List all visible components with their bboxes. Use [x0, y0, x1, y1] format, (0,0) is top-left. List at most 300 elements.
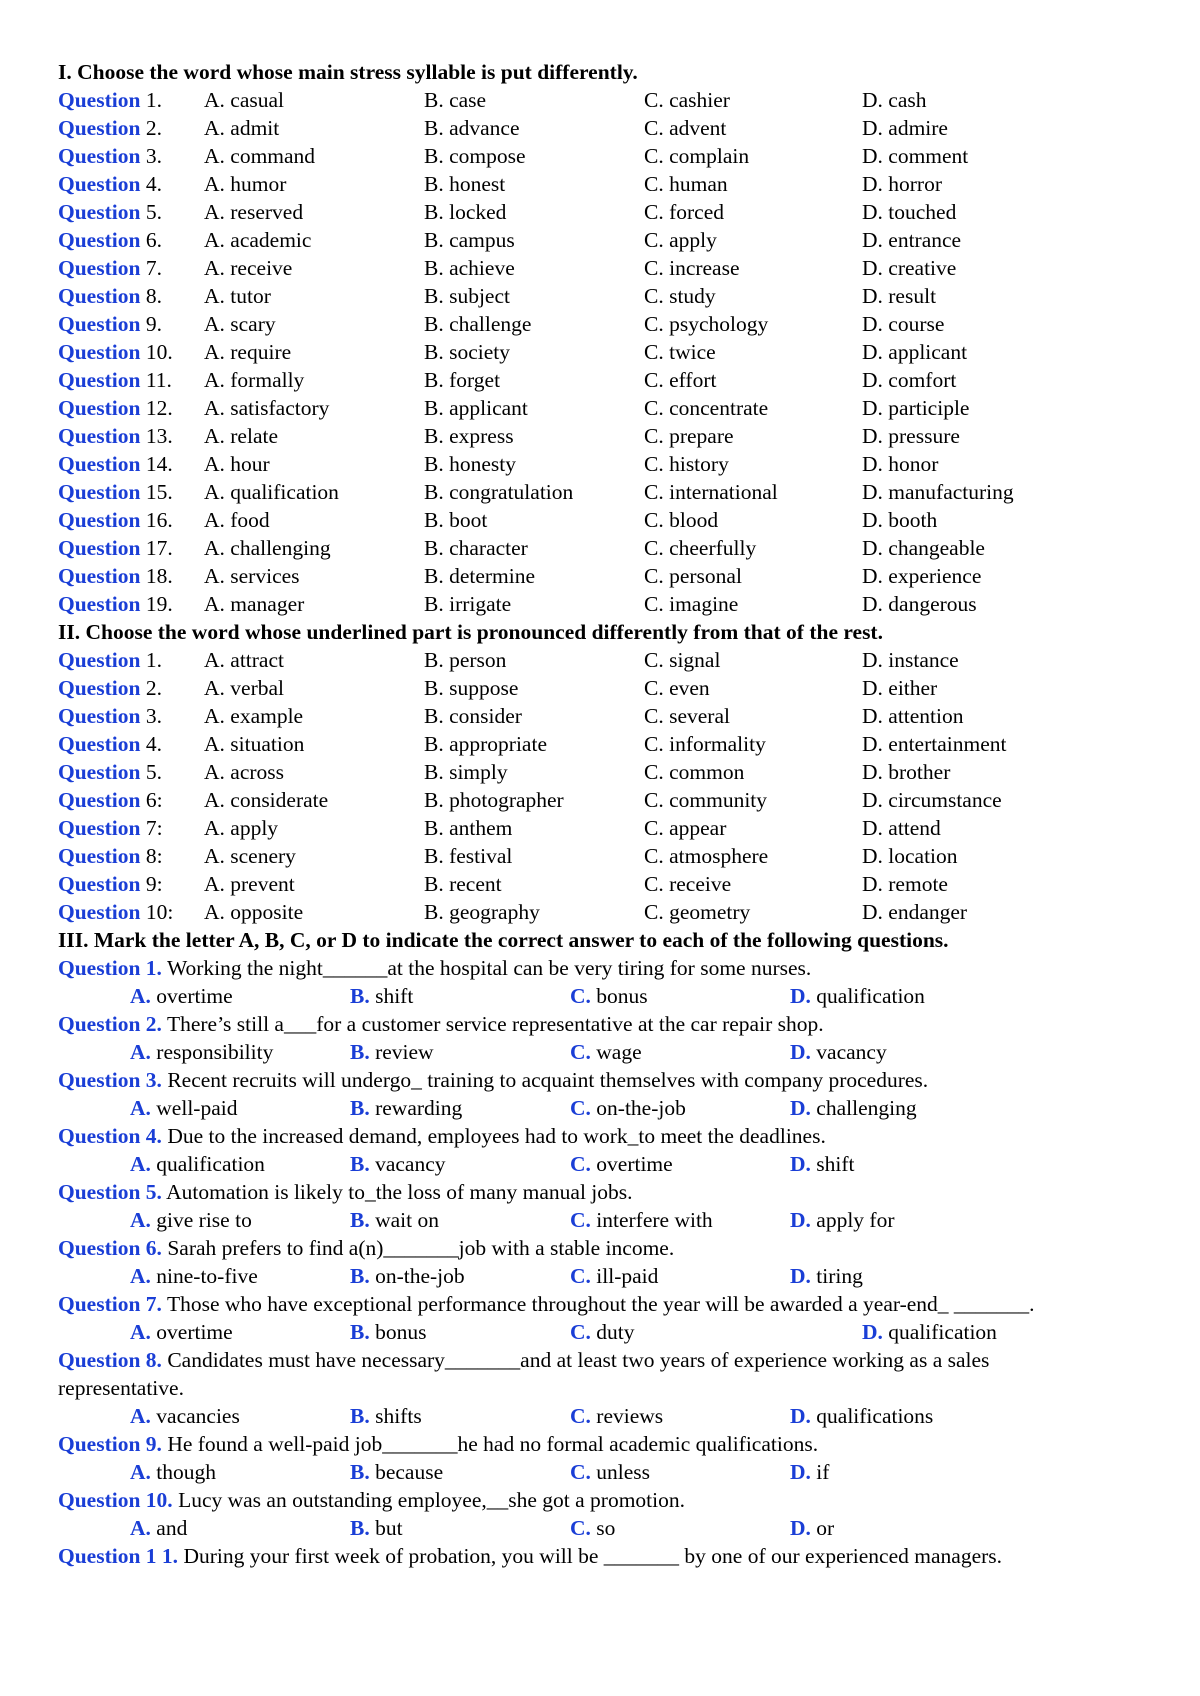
- option-d: D. circumstance: [862, 788, 1002, 812]
- option-letter: B.: [350, 984, 370, 1008]
- option-text: unless: [596, 1460, 651, 1484]
- section-3-questions: [58, 954, 1118, 1570]
- option-letter: B.: [350, 1404, 370, 1428]
- question-number: [58, 646, 162, 674]
- option-a: A. challenging: [204, 536, 331, 560]
- option-c: C. apply: [644, 228, 717, 252]
- option-text: qualification: [816, 984, 925, 1008]
- option-letter: B.: [350, 1208, 370, 1232]
- option-c: C. effort: [644, 368, 717, 392]
- option-a: A. situation: [204, 732, 305, 756]
- option-c: C. blood: [644, 508, 719, 532]
- option-c: [570, 1262, 658, 1290]
- question-label: Question: [58, 788, 141, 812]
- option-c: C. geometry: [644, 900, 751, 924]
- question-label: Question: [58, 704, 141, 728]
- question-index: 9.: [145, 312, 162, 336]
- question-index: 1.: [145, 648, 162, 672]
- option-a: [130, 1514, 187, 1542]
- question-number: [58, 786, 163, 814]
- question-row: [58, 534, 1118, 562]
- option-d: D. attend: [862, 816, 941, 840]
- option-d: D. either: [862, 676, 938, 700]
- question-number: [58, 674, 162, 702]
- option-letter: D.: [790, 984, 811, 1008]
- question-index: 14.: [145, 452, 173, 476]
- option-b: B. forget: [424, 368, 501, 392]
- question-text: Recent recruits will undergo_ training to acquaint themselves with company procedures.: [167, 1068, 929, 1092]
- option-letter: A.: [130, 984, 151, 1008]
- option-a: A. qualification: [204, 480, 339, 504]
- option-a: [130, 1402, 240, 1430]
- question-index: 18.: [145, 564, 173, 588]
- option-letter: D.: [790, 1096, 811, 1120]
- option-d: D. instance: [862, 648, 959, 672]
- option-text: duty: [596, 1320, 635, 1344]
- option-text: on-the-job: [375, 1264, 465, 1288]
- option-a: A. attract: [204, 648, 284, 672]
- option-text: qualification: [888, 1320, 997, 1344]
- option-b: B. congratulation: [424, 480, 574, 504]
- question-label: Question: [58, 228, 141, 252]
- option-c: C. cheerfully: [644, 536, 757, 560]
- question-number: [58, 898, 173, 926]
- question-label: Question: [58, 256, 141, 280]
- question-index: 3.: [145, 144, 162, 168]
- option-d: [790, 1458, 829, 1486]
- option-c: C. twice: [644, 340, 716, 364]
- question-index: 5.: [145, 760, 162, 784]
- question-stem: [58, 1066, 1118, 1094]
- option-a: A. manager: [204, 592, 305, 616]
- option-letter: C.: [570, 1460, 591, 1484]
- question-row: [58, 170, 1118, 198]
- question-stem: [58, 954, 1118, 982]
- option-a: [130, 1458, 216, 1486]
- question-label: Question: [58, 564, 141, 588]
- option-c: C. increase: [644, 256, 740, 280]
- option-c: C. complain: [644, 144, 750, 168]
- option-a: A. verbal: [204, 676, 284, 700]
- question-label: Question: [58, 536, 141, 560]
- option-d: D. comment: [862, 144, 969, 168]
- question-number: [58, 534, 173, 562]
- option-letter: A.: [130, 1208, 151, 1232]
- question-stem: [58, 1542, 1118, 1570]
- option-c: [570, 1150, 673, 1178]
- question-row: [58, 310, 1118, 338]
- option-d: D. creative: [862, 256, 957, 280]
- question-row: [58, 450, 1118, 478]
- option-b: B. festival: [424, 844, 513, 868]
- question-label: Question 8.: [58, 1348, 162, 1372]
- option-text: apply for: [816, 1208, 895, 1232]
- option-c: C. signal: [644, 648, 721, 672]
- option-b: B. appropriate: [424, 732, 547, 756]
- option-letter: C.: [570, 1404, 591, 1428]
- option-b: B. honesty: [424, 452, 516, 476]
- question-row: [58, 506, 1118, 534]
- question-stem: [58, 1346, 1118, 1402]
- option-a: A. formally: [204, 368, 305, 392]
- option-letter: D.: [790, 1040, 811, 1064]
- question-label: Question 5.: [58, 1180, 162, 1204]
- question-text: There’s still a___for a customer service representative at the car repair shop.: [166, 1012, 824, 1036]
- option-d: D. remote: [862, 872, 948, 896]
- option-text: overtime: [156, 1320, 233, 1344]
- section-2-heading: II. Choose the word whose underlined part is pronounced differently from that of the rest.: [58, 620, 883, 644]
- question-row: [58, 674, 1118, 702]
- question-stem: [58, 1178, 1118, 1206]
- question-number: [58, 310, 162, 338]
- option-b: B. person: [424, 648, 507, 672]
- option-b: B. boot: [424, 508, 488, 532]
- question-label: Question 3.: [58, 1068, 162, 1092]
- option-b: B. simply: [424, 760, 508, 784]
- option-letter: B.: [350, 1320, 370, 1344]
- option-b: B. achieve: [424, 256, 515, 280]
- option-a: A. considerate: [204, 788, 329, 812]
- question-label: Question: [58, 844, 141, 868]
- option-c: C. advent: [644, 116, 727, 140]
- option-c: C. even: [644, 676, 710, 700]
- option-b: [350, 982, 413, 1010]
- option-letter: A.: [130, 1460, 151, 1484]
- question-index: 12.: [145, 396, 173, 420]
- option-text: rewarding: [375, 1096, 463, 1120]
- question-row: [58, 282, 1118, 310]
- question-row: [58, 114, 1118, 142]
- option-c: C. several: [644, 704, 730, 728]
- option-text: shift: [375, 984, 414, 1008]
- option-d: D. touched: [862, 200, 957, 224]
- option-a: A. require: [204, 340, 292, 364]
- question-label: Question: [58, 732, 141, 756]
- option-text: vacancy: [816, 1040, 887, 1064]
- question-index: 1.: [145, 88, 162, 112]
- worksheet: [58, 58, 1118, 1570]
- option-a: A. casual: [204, 88, 284, 112]
- answer-options: [58, 1514, 1118, 1542]
- option-text: ill-paid: [596, 1264, 659, 1288]
- question-label: Question: [58, 592, 141, 616]
- question-label: Question: [58, 676, 141, 700]
- option-text: give rise to: [156, 1208, 252, 1232]
- option-text: tiring: [816, 1264, 863, 1288]
- option-a: [130, 1318, 233, 1346]
- question-label: Question: [58, 368, 141, 392]
- option-letter: D.: [790, 1460, 811, 1484]
- question-row: [58, 394, 1118, 422]
- question-number: [58, 394, 173, 422]
- option-b: B. irrigate: [424, 592, 512, 616]
- option-c: C. forced: [644, 200, 724, 224]
- option-a: A. satisfactory: [204, 396, 330, 420]
- option-c: C. receive: [644, 872, 732, 896]
- question-row: [58, 814, 1118, 842]
- question-row: [58, 86, 1118, 114]
- question-row: [58, 702, 1118, 730]
- option-b: B. recent: [424, 872, 502, 896]
- option-c: [570, 1458, 650, 1486]
- option-c: [570, 982, 648, 1010]
- option-a: A. reserved: [204, 200, 304, 224]
- question-row: [58, 730, 1118, 758]
- option-b: B. character: [424, 536, 528, 560]
- option-letter: A.: [130, 1320, 151, 1344]
- option-b: B. advance: [424, 116, 520, 140]
- question-number: [58, 86, 162, 114]
- answer-options: [58, 1318, 1118, 1346]
- option-letter: A.: [130, 1404, 151, 1428]
- option-text: nine-to-five: [156, 1264, 258, 1288]
- option-letter: C.: [570, 1096, 591, 1120]
- option-letter: C.: [570, 984, 591, 1008]
- question-number: [58, 702, 162, 730]
- answer-options: [58, 1150, 1118, 1178]
- option-d: D. booth: [862, 508, 938, 532]
- option-d: D. experience: [862, 564, 982, 588]
- option-a: A. relate: [204, 424, 279, 448]
- option-a: A. scenery: [204, 844, 296, 868]
- question-index: 6.: [145, 228, 162, 252]
- option-letter: C.: [570, 1152, 591, 1176]
- option-c: C. international: [644, 480, 778, 504]
- option-text: bonus: [596, 984, 648, 1008]
- answer-options: [58, 1038, 1118, 1066]
- question-number: [58, 562, 173, 590]
- option-c: C. atmosphere: [644, 844, 769, 868]
- question-text: Those who have exceptional performance throughout the year will be awarded a year-end_ _______.: [166, 1292, 1035, 1316]
- option-d: D. participle: [862, 396, 970, 420]
- option-b: [350, 1262, 465, 1290]
- option-b: [350, 1402, 422, 1430]
- option-letter: C.: [570, 1516, 591, 1540]
- answer-options: [58, 1458, 1118, 1486]
- option-letter: B.: [350, 1040, 370, 1064]
- question-label: Question 10.: [58, 1488, 173, 1512]
- option-letter: A.: [130, 1040, 151, 1064]
- question-label: Question: [58, 480, 141, 504]
- option-b: B. determine: [424, 564, 536, 588]
- question-row: [58, 786, 1118, 814]
- option-text: or: [816, 1516, 835, 1540]
- question-number: [58, 338, 173, 366]
- option-a: A. food: [204, 508, 270, 532]
- option-c: [570, 1038, 642, 1066]
- option-text: bonus: [375, 1320, 427, 1344]
- option-text: qualification: [156, 1152, 265, 1176]
- question-label: Question 2.: [58, 1012, 162, 1036]
- section-1-heading: I. Choose the word whose main stress syllable is put differently.: [58, 60, 638, 84]
- question-text: Working the night______at the hospital can be very tiring for some nurses.: [166, 956, 812, 980]
- option-c: C. human: [644, 172, 728, 196]
- option-d: [790, 1150, 855, 1178]
- option-b: [350, 1318, 426, 1346]
- option-letter: D.: [790, 1516, 811, 1540]
- question-stem: [58, 1122, 1118, 1150]
- option-c: C. prepare: [644, 424, 734, 448]
- option-c: C. cashier: [644, 88, 730, 112]
- option-d: D. entrance: [862, 228, 962, 252]
- option-d: [790, 982, 925, 1010]
- question-row: [58, 758, 1118, 786]
- answer-options: [58, 982, 1118, 1010]
- question-number: [58, 114, 162, 142]
- question-label: Question: [58, 816, 141, 840]
- option-d: D. endanger: [862, 900, 968, 924]
- option-text: wait on: [375, 1208, 439, 1232]
- option-c: [570, 1094, 686, 1122]
- option-a: A. scary: [204, 312, 276, 336]
- option-d: D. applicant: [862, 340, 968, 364]
- option-c: C. community: [644, 788, 768, 812]
- option-text: on-the-job: [596, 1096, 686, 1120]
- option-a: A. hour: [204, 452, 270, 476]
- option-letter: C.: [570, 1320, 591, 1344]
- question-row: [58, 198, 1118, 226]
- option-b: B. express: [424, 424, 514, 448]
- option-text: well-paid: [156, 1096, 238, 1120]
- option-b: [350, 1094, 462, 1122]
- question-index: 6:: [145, 788, 163, 812]
- option-text: so: [596, 1516, 616, 1540]
- option-b: B. photographer: [424, 788, 564, 812]
- question-row: [58, 562, 1118, 590]
- option-c: C. personal: [644, 564, 742, 588]
- question-index: 4.: [145, 732, 162, 756]
- option-letter: B.: [350, 1096, 370, 1120]
- option-a: A. across: [204, 760, 285, 784]
- option-b: B. case: [424, 88, 487, 112]
- question-number: [58, 142, 162, 170]
- option-d: D. attention: [862, 704, 964, 728]
- option-text: because: [375, 1460, 444, 1484]
- option-a: A. command: [204, 144, 316, 168]
- option-letter: C.: [570, 1040, 591, 1064]
- question-label: Question 6.: [58, 1236, 162, 1260]
- question-index: 2.: [145, 116, 162, 140]
- option-d: D. brother: [862, 760, 951, 784]
- question-label: Question: [58, 872, 141, 896]
- option-c: [570, 1318, 635, 1346]
- section-2-questions: [58, 646, 1118, 926]
- option-a: A. prevent: [204, 872, 295, 896]
- option-a: [130, 1038, 273, 1066]
- option-b: B. applicant: [424, 396, 528, 420]
- option-letter: D.: [790, 1404, 811, 1428]
- option-a: A. opposite: [204, 900, 304, 924]
- option-a: A. academic: [204, 228, 312, 252]
- question-index: 11.: [145, 368, 172, 392]
- question-index: 19.: [145, 592, 173, 616]
- question-text: Sarah prefers to find a(n)_______job with a stable income.: [167, 1236, 675, 1260]
- question-number: [58, 506, 173, 534]
- question-index: 16.: [145, 508, 173, 532]
- option-text: shifts: [375, 1404, 422, 1428]
- option-c: C. imagine: [644, 592, 739, 616]
- question-text: During your first week of probation, you will be _______ by one of our experienced managers.: [183, 1544, 1003, 1568]
- question-stem: [58, 1486, 1118, 1514]
- option-a: A. example: [204, 704, 304, 728]
- question-row: [58, 254, 1118, 282]
- option-b: B. suppose: [424, 676, 519, 700]
- question-label: Question: [58, 200, 141, 224]
- answer-options: [58, 1206, 1118, 1234]
- option-text: though: [156, 1460, 217, 1484]
- question-number: [58, 730, 162, 758]
- question-stem: [58, 1010, 1118, 1038]
- option-text: and: [156, 1516, 188, 1540]
- option-d: [790, 1038, 887, 1066]
- option-d: [790, 1094, 917, 1122]
- option-c: C. common: [644, 760, 745, 784]
- question-row: [58, 590, 1118, 618]
- question-number: [58, 226, 162, 254]
- question-index: 8:: [145, 844, 163, 868]
- option-c: C. history: [644, 452, 729, 476]
- question-index: 2.: [145, 676, 162, 700]
- option-d: D. horror: [862, 172, 943, 196]
- option-text: overtime: [596, 1152, 673, 1176]
- question-row: [58, 338, 1118, 366]
- question-number: [58, 758, 162, 786]
- option-d: D. result: [862, 284, 937, 308]
- question-index: 9:: [145, 872, 163, 896]
- question-index: 13.: [145, 424, 173, 448]
- question-number: [58, 590, 173, 618]
- question-stem: [58, 1430, 1118, 1458]
- option-d: D. course: [862, 312, 945, 336]
- option-letter: C.: [570, 1264, 591, 1288]
- option-b: B. honest: [424, 172, 506, 196]
- question-row: [58, 870, 1118, 898]
- question-text: Automation is likely to_the loss of many manual jobs.: [166, 1180, 633, 1204]
- option-text: overtime: [156, 984, 233, 1008]
- option-c: C. informality: [644, 732, 766, 756]
- option-a: [130, 1206, 252, 1234]
- question-row: [58, 478, 1118, 506]
- question-label: Question 7.: [58, 1292, 162, 1316]
- option-letter: D.: [790, 1208, 811, 1232]
- option-b: B. geography: [424, 900, 540, 924]
- option-b: B. consider: [424, 704, 522, 728]
- option-b: [350, 1514, 403, 1542]
- question-label: Question: [58, 396, 141, 420]
- question-index: 4.: [145, 172, 162, 196]
- option-b: [350, 1150, 446, 1178]
- option-text: reviews: [596, 1404, 664, 1428]
- section-3-heading: III. Mark the letter A, B, C, or D to indicate the correct answer to each of the following questions.: [58, 928, 949, 952]
- option-letter: C.: [570, 1208, 591, 1232]
- question-row: [58, 646, 1118, 674]
- question-text: Lucy was an outstanding employee,__she got a promotion.: [178, 1488, 686, 1512]
- question-label: Question: [58, 172, 141, 196]
- question-label: Question: [58, 452, 141, 476]
- answer-options: [58, 1094, 1118, 1122]
- question-index: 3.: [145, 704, 162, 728]
- question-text: Due to the increased demand, employees had to work_to meet the deadlines.: [167, 1124, 826, 1148]
- section-1-questions: [58, 86, 1118, 618]
- option-c: C. psychology: [644, 312, 769, 336]
- question-row: [58, 898, 1118, 926]
- option-text: but: [375, 1516, 403, 1540]
- option-d: D. location: [862, 844, 958, 868]
- option-b: B. challenge: [424, 312, 532, 336]
- question-number: [58, 170, 162, 198]
- option-d: D. honor: [862, 452, 939, 476]
- question-number: [58, 366, 172, 394]
